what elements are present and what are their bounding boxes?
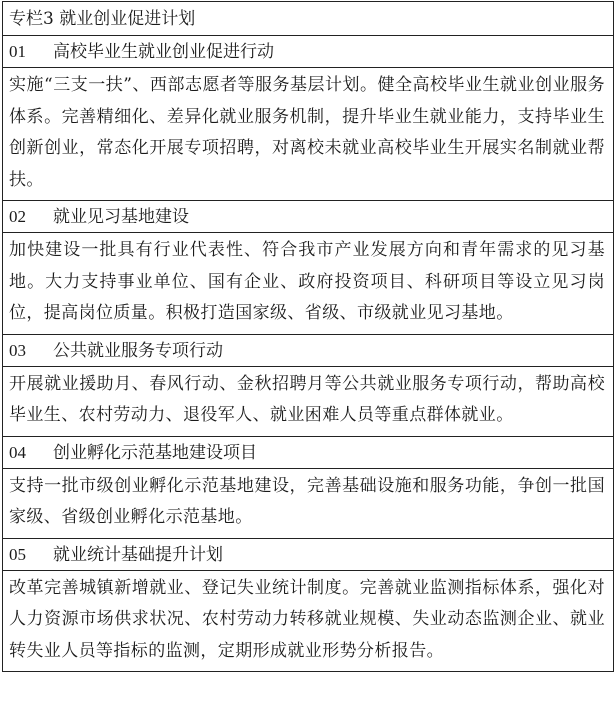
section-heading-01	[3, 36, 613, 68]
section-number: 04	[9, 442, 26, 462]
section-heading-02	[3, 201, 613, 233]
section-number: 03	[9, 340, 26, 360]
section-number: 05	[9, 544, 26, 564]
section-title: 就业见习基地建设	[53, 207, 189, 227]
section-body-01: 实施“三支一扶”、西部志愿者等服务基层计划。健全高校毕业生就业创业服务体系。完善精细化、差异化就业服务机制，提升毕业生就业能力，支持毕业生创新创业，常态化开展专项招聘，对离校未就业高校毕业生开展实名制就业帮扶。	[3, 68, 613, 201]
program-box	[2, 1, 614, 672]
section-title: 公共就业服务专项行动	[53, 340, 223, 361]
section-body-03: 开展就业援助月、春风行动、金秋招聘月等公共就业服务专项行动，帮助高校毕业生、农村劳动力、退役军人、就业困难人员等重点群体就业。	[3, 367, 613, 437]
section-body-04: 支持一批市级创业孵化示范基地建设，完善基础设施和服务功能，争创一批国家级、省级创业孵化示范基地。	[3, 469, 613, 539]
section-title: 高校毕业生就业创业促进行动	[53, 42, 274, 62]
section-body-05: 改革完善城镇新增就业、登记失业统计制度。完善就业监测指标体系，强化对人力资源市场供求状况、农村劳动力转移就业规模、失业动态监测企业、就业转失业人员等指标的监测，定期形成就业形势分析报告。	[9, 577, 605, 661]
section-title: 就业统计基础提升计划	[53, 544, 223, 565]
section-number: 02	[9, 207, 26, 226]
section-heading-05	[3, 539, 613, 571]
box-title: 专栏3 就业创业促进计划	[3, 2, 613, 36]
section-body-02: 加快建设一批具有行业代表性、符合我市产业发展方向和青年需求的见习基地。大力支持事业单位、国有企业、政府投资项目、科研项目等设立见习岗位，提高岗位质量。积极打造国家级、省级、市级就业见习基地。	[3, 233, 613, 335]
section-heading-04	[3, 437, 613, 469]
section-title: 创业孵化示范基地建设项目	[53, 442, 257, 463]
section-number: 01	[9, 42, 26, 61]
section-heading-03	[3, 335, 613, 367]
